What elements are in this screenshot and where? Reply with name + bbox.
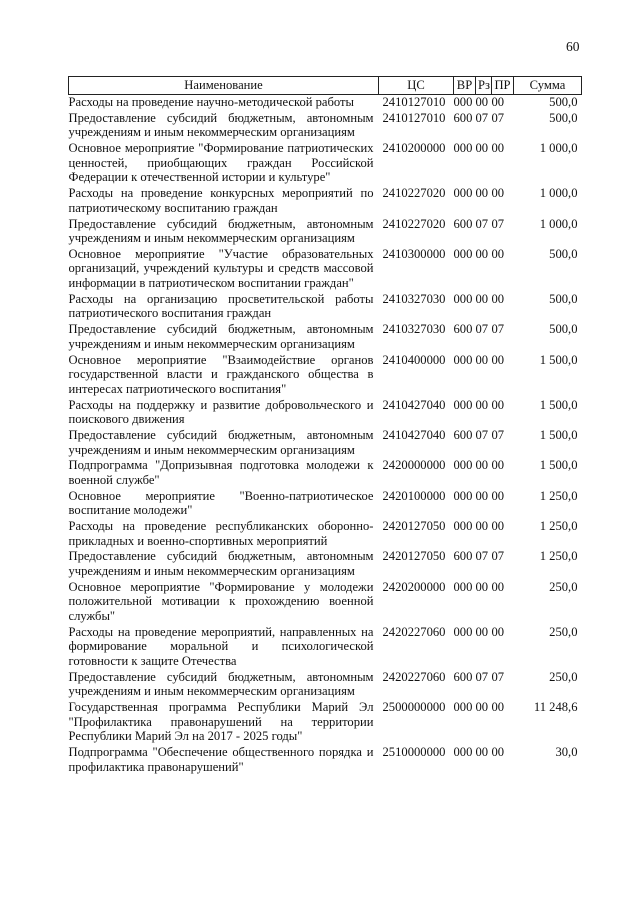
row-vr: 600 [453,669,473,684]
row-pr: 00 [491,745,505,760]
row-rz: 07 [475,110,489,125]
row-name: Основное мероприятие "Взаимодействие органов государственной власти и гражданского общества в интересах патриотического воспитания" [68,352,374,396]
row-vr: 000 [453,352,473,367]
row-sum: 1 500,0 [539,427,578,442]
header-cs: ЦС [379,77,454,95]
row-sum: 500,0 [549,95,578,109]
row-sum: 250,0 [549,669,578,684]
row-cs: 2410300000 [382,246,446,261]
row-cs: 2410127010 [382,110,446,125]
row-sum: 500,0 [549,246,578,261]
row-rz: 00 [475,397,489,412]
row-sum: 500,0 [549,322,578,337]
row-cs: 2420100000 [382,488,446,503]
header-name: Наименование [69,77,379,95]
row-vr: 600 [453,216,473,231]
row-name: Расходы на поддержку и развитие добровольческого и поискового движения [68,397,374,427]
table-row [69,217,582,247]
row-name: Предоставление субсидий бюджетным, автономным учреждениям и иным некоммерческим организациям [68,110,374,140]
row-sum: 1 500,0 [539,352,578,367]
table-body [69,95,582,776]
row-name: Основное мероприятие "Формирование у молодежи положительной мотивации к прохождению военной службы" [68,579,374,623]
row-sum: 500,0 [549,291,578,306]
row-pr: 00 [491,579,505,594]
row-vr: 000 [453,397,473,412]
row-sum: 30,0 [555,745,578,760]
table-row [69,247,582,292]
table-row [69,745,582,775]
row-name: Предоставление субсидий бюджетным, автономным учреждениям и иным некоммерческим организациям [68,669,374,699]
row-sum: 11 248,6 [533,700,578,715]
table-row [69,580,582,625]
row-vr: 000 [453,458,473,473]
row-name: Предоставление субсидий бюджетным, автономным учреждениям и иным некоммерческим организациям [68,427,374,457]
table-row [69,625,582,670]
row-rz: 00 [475,458,489,473]
row-sum: 250,0 [549,579,578,594]
row-name: Расходы на проведение мероприятий, направленных на формирование моральной и психологической готовности к защите Отечества [68,624,374,668]
row-pr: 00 [491,95,505,109]
row-cs: 2420227060 [382,669,446,684]
row-cs: 2420127050 [382,519,446,534]
row-pr: 00 [491,458,505,473]
row-vr: 000 [453,95,473,109]
row-pr: 07 [491,216,505,231]
row-sum: 1 250,0 [539,519,578,534]
row-pr: 07 [491,549,505,564]
row-cs: 2420227060 [382,624,446,639]
row-rz: 00 [475,291,489,306]
table-row [69,670,582,700]
row-sum: 250,0 [549,624,578,639]
row-rz: 00 [475,352,489,367]
row-rz: 00 [475,488,489,503]
row-pr: 00 [491,246,505,261]
row-sum: 1 000,0 [539,216,578,231]
table-row [69,353,582,398]
row-pr: 07 [491,322,505,337]
row-name: Расходы на проведение конкурсных мероприятий по патриотическому воспитанию граждан [68,186,374,215]
row-cs: 2500000000 [382,700,446,715]
row-rz: 00 [475,579,489,594]
row-rz: 00 [475,624,489,639]
header-pr: ПР [492,77,514,95]
row-vr: 600 [453,427,473,442]
row-rz: 00 [475,246,489,261]
table-row [69,322,582,352]
row-rz: 07 [475,669,489,684]
row-pr: 07 [491,427,505,442]
row-rz: 00 [475,519,489,534]
table-row [69,549,582,579]
row-name: Расходы на проведение научно-методической работы [68,95,355,109]
table-row [69,186,582,216]
row-name: Подпрограмма "Допризывная подготовка молодежи к военной службе" [68,458,374,487]
row-pr: 00 [491,186,505,201]
row-cs: 2410227020 [382,216,446,231]
row-pr: 00 [491,700,505,715]
row-cs: 2410227020 [382,186,446,201]
row-rz: 00 [475,141,489,156]
row-name: Подпрограмма "Обеспечение общественного порядка и профилактика правонарушений" [68,745,374,774]
row-pr: 00 [491,141,505,156]
row-sum: 1 500,0 [539,397,578,412]
page-number: 60 [566,39,580,54]
row-vr: 600 [453,322,473,337]
row-cs: 2410327030 [382,291,446,306]
row-sum: 1 500,0 [539,458,578,473]
row-sum: 1 000,0 [539,186,578,201]
row-name: Расходы на проведение республиканских оборонно-прикладных и военно-спортивных мероприятий [68,519,374,548]
header-rz: Рз [476,77,492,95]
table-row [69,95,582,111]
table-row [69,398,582,428]
table-row [69,458,582,488]
row-name: Предоставление субсидий бюджетным, автономным учреждениям и иным некоммерческим организациям [68,549,374,579]
row-cs: 2410127010 [382,95,446,109]
row-cs: 2410427040 [382,427,446,442]
row-vr: 000 [453,624,473,639]
row-vr: 000 [453,488,473,503]
row-cs: 2410400000 [382,352,446,367]
row-cs: 2420127050 [382,549,446,564]
row-vr: 000 [453,186,473,201]
row-vr: 600 [453,549,473,564]
row-rz: 00 [475,700,489,715]
row-vr: 000 [453,246,473,261]
row-rz: 07 [475,216,489,231]
budget-table [68,76,582,775]
row-cs: 2510000000 [382,745,446,760]
row-pr: 00 [491,488,505,503]
row-cs: 2410327030 [382,322,446,337]
row-pr: 00 [491,397,505,412]
row-vr: 000 [453,519,473,534]
row-vr: 000 [453,700,473,715]
row-pr: 00 [491,291,505,306]
table-row [69,141,582,186]
row-cs: 2420000000 [382,458,446,473]
row-rz: 00 [475,186,489,201]
header-sum: Сумма [514,77,582,95]
header-vr: ВР [454,77,476,95]
row-name: Предоставление субсидий бюджетным, автономным учреждениям и иным некоммерческим организациям [68,216,374,246]
table-row [69,292,582,322]
row-pr: 07 [491,110,505,125]
row-cs: 2420200000 [382,579,446,594]
row-name: Основное мероприятие "Формирование патриотических ценностей, приобщающих граждан Российской Федерации к отечественной истории и культуре" [68,141,374,185]
row-vr: 000 [453,291,473,306]
row-cs: 2410427040 [382,397,446,412]
table-header-row [69,77,582,95]
row-sum: 1 250,0 [539,549,578,564]
table-row [69,700,582,745]
row-rz: 07 [475,322,489,337]
row-cs: 2410200000 [382,141,446,156]
table-row [69,428,582,458]
row-vr: 000 [453,141,473,156]
row-sum: 1 250,0 [539,488,578,503]
row-name: Основное мероприятие "Военно-патриотическое воспитание молодежи" [68,488,374,518]
row-pr: 00 [491,352,505,367]
row-sum: 500,0 [549,110,578,125]
row-name: Предоставление субсидий бюджетным, автономным учреждениям и иным некоммерческим организациям [68,322,374,351]
row-pr: 00 [491,624,505,639]
table-row [69,111,582,141]
row-pr: 07 [491,669,505,684]
row-vr: 000 [453,745,473,760]
row-name: Государственная программа Республики Марий Эл "Профилактика правонарушений на территории Республики Марий Эл на 2017 - 2025 годы" [68,700,374,744]
table-row [69,489,582,519]
row-pr: 00 [491,519,505,534]
row-sum: 1 000,0 [539,141,578,156]
table-row [69,519,582,549]
row-vr: 600 [453,110,473,125]
row-rz: 00 [475,95,489,109]
row-rz: 07 [475,427,489,442]
row-rz: 07 [475,549,489,564]
row-name: Основное мероприятие "Участие образовательных организаций, учреждений культуры и средств массовой информации в патриотическом воспитании граждан" [68,246,374,291]
row-name: Расходы на организацию просветительской работы патриотического воспитания граждан [68,291,374,321]
row-vr: 000 [453,579,473,594]
row-rz: 00 [475,745,489,760]
